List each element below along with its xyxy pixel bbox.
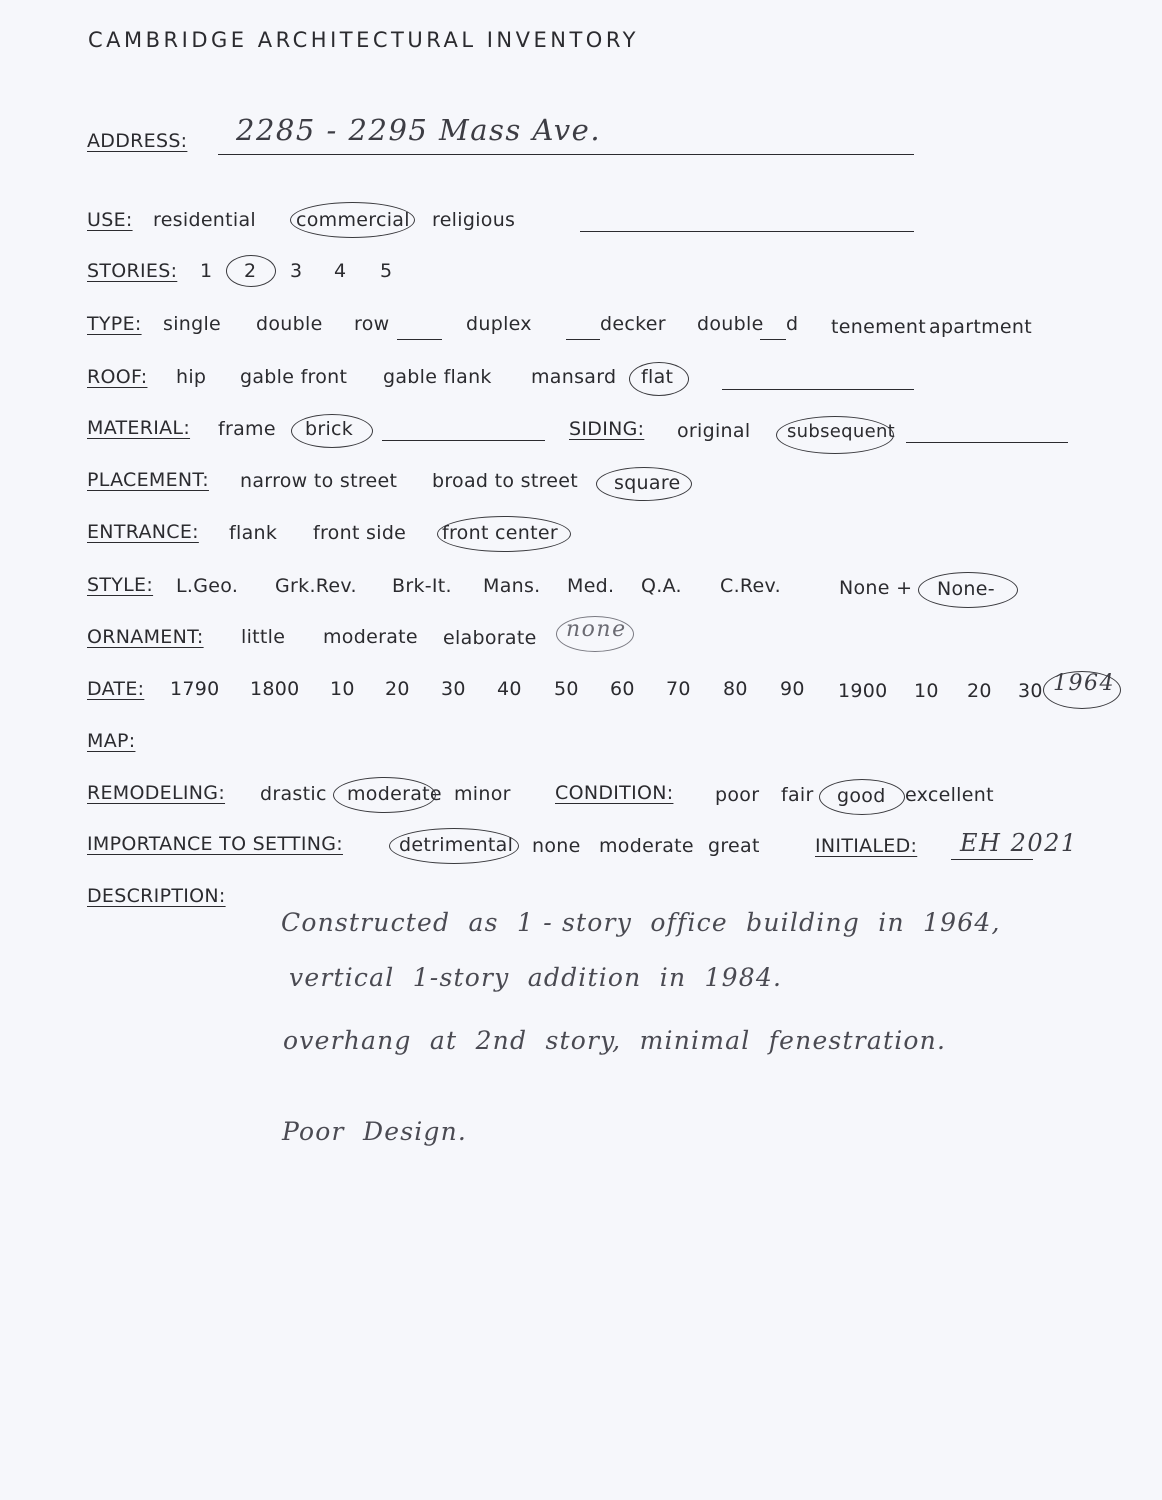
type-option-double-d[interactable]: double	[697, 313, 764, 335]
address-label: ADDRESS:	[87, 130, 188, 152]
roof-option-flat[interactable]: flat	[641, 366, 674, 388]
ornament-handwritten: none	[566, 617, 627, 642]
date-handwritten-circle	[1043, 671, 1121, 709]
entrance-option-front-center[interactable]: front center	[442, 522, 558, 544]
description-line-4: Poor Design.	[282, 1117, 468, 1146]
material-selected-circle	[291, 414, 373, 448]
style-option-crev[interactable]: C.Rev.	[720, 575, 781, 597]
importance-label: IMPORTANCE TO SETTING:	[87, 833, 343, 855]
ornament-option-little[interactable]: little	[241, 626, 286, 648]
remodeling-option-minor[interactable]: minor	[454, 783, 511, 805]
type-option-d[interactable]: d	[786, 313, 799, 335]
stories-option-5[interactable]: 5	[380, 260, 393, 282]
date-option-10[interactable]: 10	[330, 678, 355, 700]
initialed-value[interactable]: EH 2021	[960, 829, 1078, 857]
siding-label: SIDING:	[569, 418, 645, 440]
material-option-brick[interactable]: brick	[305, 418, 354, 440]
placement-option-narrow[interactable]: narrow to street	[240, 470, 398, 492]
remodeling-label: REMODELING:	[87, 782, 226, 804]
stories-option-3[interactable]: 3	[290, 260, 303, 282]
date-option-1790[interactable]: 1790	[170, 678, 220, 700]
date-option-80[interactable]: 80	[723, 678, 748, 700]
date-option-10b[interactable]: 10	[914, 680, 939, 702]
importance-option-none[interactable]: none	[532, 835, 581, 857]
type-option-tenement[interactable]: tenement	[831, 316, 926, 338]
date-option-20b[interactable]: 20	[967, 680, 992, 702]
stories-option-4[interactable]: 4	[334, 260, 347, 282]
condition-label: CONDITION:	[555, 782, 674, 804]
roof-option-mansard[interactable]: mansard	[531, 366, 617, 388]
type-row-blank	[397, 339, 442, 340]
placement-option-square[interactable]: square	[614, 472, 681, 494]
remodeling-selected-circle	[333, 777, 436, 813]
description-line-1: Constructed as 1 - story office building in 1964,	[281, 908, 1001, 937]
roof-option-gable-flank[interactable]: gable flank	[383, 366, 492, 388]
description-line-3: overhang at 2nd story, minimal fenestration.	[283, 1026, 947, 1055]
importance-option-moderate[interactable]: moderate	[599, 835, 694, 857]
condition-selected-circle	[819, 779, 905, 815]
stories-label: STORIES:	[87, 260, 178, 282]
style-option-med[interactable]: Med.	[567, 575, 615, 597]
placement-label: PLACEMENT:	[87, 469, 209, 491]
style-selected-circle	[918, 572, 1018, 608]
description-label: DESCRIPTION:	[87, 885, 226, 907]
style-option-grkrev[interactable]: Grk.Rev.	[275, 575, 357, 597]
entrance-option-flank[interactable]: flank	[229, 522, 278, 544]
roof-option-hip[interactable]: hip	[176, 366, 207, 388]
type-double-d-blank	[760, 339, 786, 340]
style-label: STYLE:	[87, 574, 154, 596]
type-option-row[interactable]: row	[354, 313, 390, 335]
date-option-30[interactable]: 30	[441, 678, 466, 700]
date-option-40[interactable]: 40	[497, 678, 522, 700]
siding-option-subsequent[interactable]: subsequent	[787, 421, 896, 442]
entrance-selected-circle	[437, 516, 571, 552]
stories-selected-circle	[226, 255, 276, 287]
style-option-brkit[interactable]: Brk-It.	[392, 575, 452, 597]
roof-other-line	[722, 389, 914, 390]
placement-option-broad[interactable]: broad to street	[432, 470, 579, 492]
date-option-70[interactable]: 70	[666, 678, 691, 700]
address-value[interactable]: 2285 - 2295 Mass Ave.	[236, 113, 602, 147]
date-option-30b[interactable]: 30	[1018, 680, 1043, 702]
entrance-option-front-side[interactable]: front side	[313, 522, 407, 544]
remodeling-option-moderate[interactable]: moderate	[347, 783, 442, 805]
placement-selected-circle	[596, 467, 692, 501]
address-line	[218, 154, 914, 155]
style-option-lgeo[interactable]: L.Geo.	[176, 575, 239, 597]
remodeling-option-drastic[interactable]: drastic	[260, 783, 327, 805]
type-option-apartment[interactable]: apartment	[929, 316, 1032, 338]
use-option-residential[interactable]: residential	[153, 209, 257, 231]
siding-option-original[interactable]: original	[677, 420, 751, 442]
type-option-decker[interactable]: decker	[600, 313, 666, 335]
date-option-60[interactable]: 60	[610, 678, 635, 700]
roof-label: ROOF:	[87, 366, 148, 388]
date-handwritten: 1964	[1053, 671, 1115, 696]
ornament-option-elaborate[interactable]: elaborate	[443, 627, 537, 649]
material-label: MATERIAL:	[87, 417, 191, 439]
date-option-90[interactable]: 90	[780, 678, 805, 700]
date-option-20[interactable]: 20	[385, 678, 410, 700]
importance-option-great[interactable]: great	[708, 835, 760, 857]
style-option-none-minus[interactable]: None-	[937, 578, 995, 600]
initialed-line	[951, 859, 1033, 860]
description-line-2: vertical 1-story addition in 1984.	[289, 963, 783, 992]
date-label: DATE:	[87, 678, 145, 700]
ornament-option-moderate[interactable]: moderate	[323, 626, 418, 648]
condition-option-excellent[interactable]: excellent	[905, 784, 994, 806]
roof-option-gable-front[interactable]: gable front	[240, 366, 348, 388]
importance-option-detrimental[interactable]: detrimental	[399, 834, 514, 856]
roof-selected-circle	[629, 362, 689, 396]
material-option-frame[interactable]: frame	[218, 418, 276, 440]
use-label: USE:	[87, 209, 133, 231]
siding-selected-circle	[776, 416, 894, 454]
form-title: CAMBRIDGE ARCHITECTURAL INVENTORY	[88, 28, 639, 52]
condition-option-fair[interactable]: fair	[781, 784, 814, 806]
condition-option-good[interactable]: good	[837, 785, 886, 807]
initialed-label: INITIALED:	[815, 835, 918, 857]
date-option-50[interactable]: 50	[554, 678, 579, 700]
style-option-none-plus[interactable]: None +	[839, 577, 913, 599]
date-option-1900[interactable]: 1900	[838, 680, 888, 702]
style-option-mans[interactable]: Mans.	[483, 575, 541, 597]
use-selected-circle	[290, 202, 415, 238]
material-other-line	[382, 440, 545, 441]
ornament-handwritten-circle	[556, 616, 634, 652]
style-option-qa[interactable]: Q.A.	[641, 575, 682, 597]
stories-option-1[interactable]: 1	[200, 260, 213, 282]
type-option-duplex[interactable]: duplex	[466, 313, 532, 335]
importance-selected-circle	[389, 828, 519, 864]
use-other-line	[580, 231, 914, 232]
condition-option-poor[interactable]: poor	[715, 784, 760, 806]
map-label: MAP:	[87, 730, 136, 752]
entrance-label: ENTRANCE:	[87, 521, 199, 543]
use-option-religious[interactable]: religious	[432, 209, 516, 231]
use-option-commercial[interactable]: commercial	[296, 209, 410, 231]
type-option-single[interactable]: single	[163, 313, 222, 335]
date-option-1800[interactable]: 1800	[250, 678, 300, 700]
siding-other-line	[906, 442, 1068, 443]
stories-option-2[interactable]: 2	[244, 260, 257, 282]
type-label: TYPE:	[87, 313, 142, 335]
type-option-double[interactable]: double	[256, 313, 323, 335]
type-decker-blank	[566, 339, 600, 340]
ornament-label: ORNAMENT:	[87, 626, 204, 648]
